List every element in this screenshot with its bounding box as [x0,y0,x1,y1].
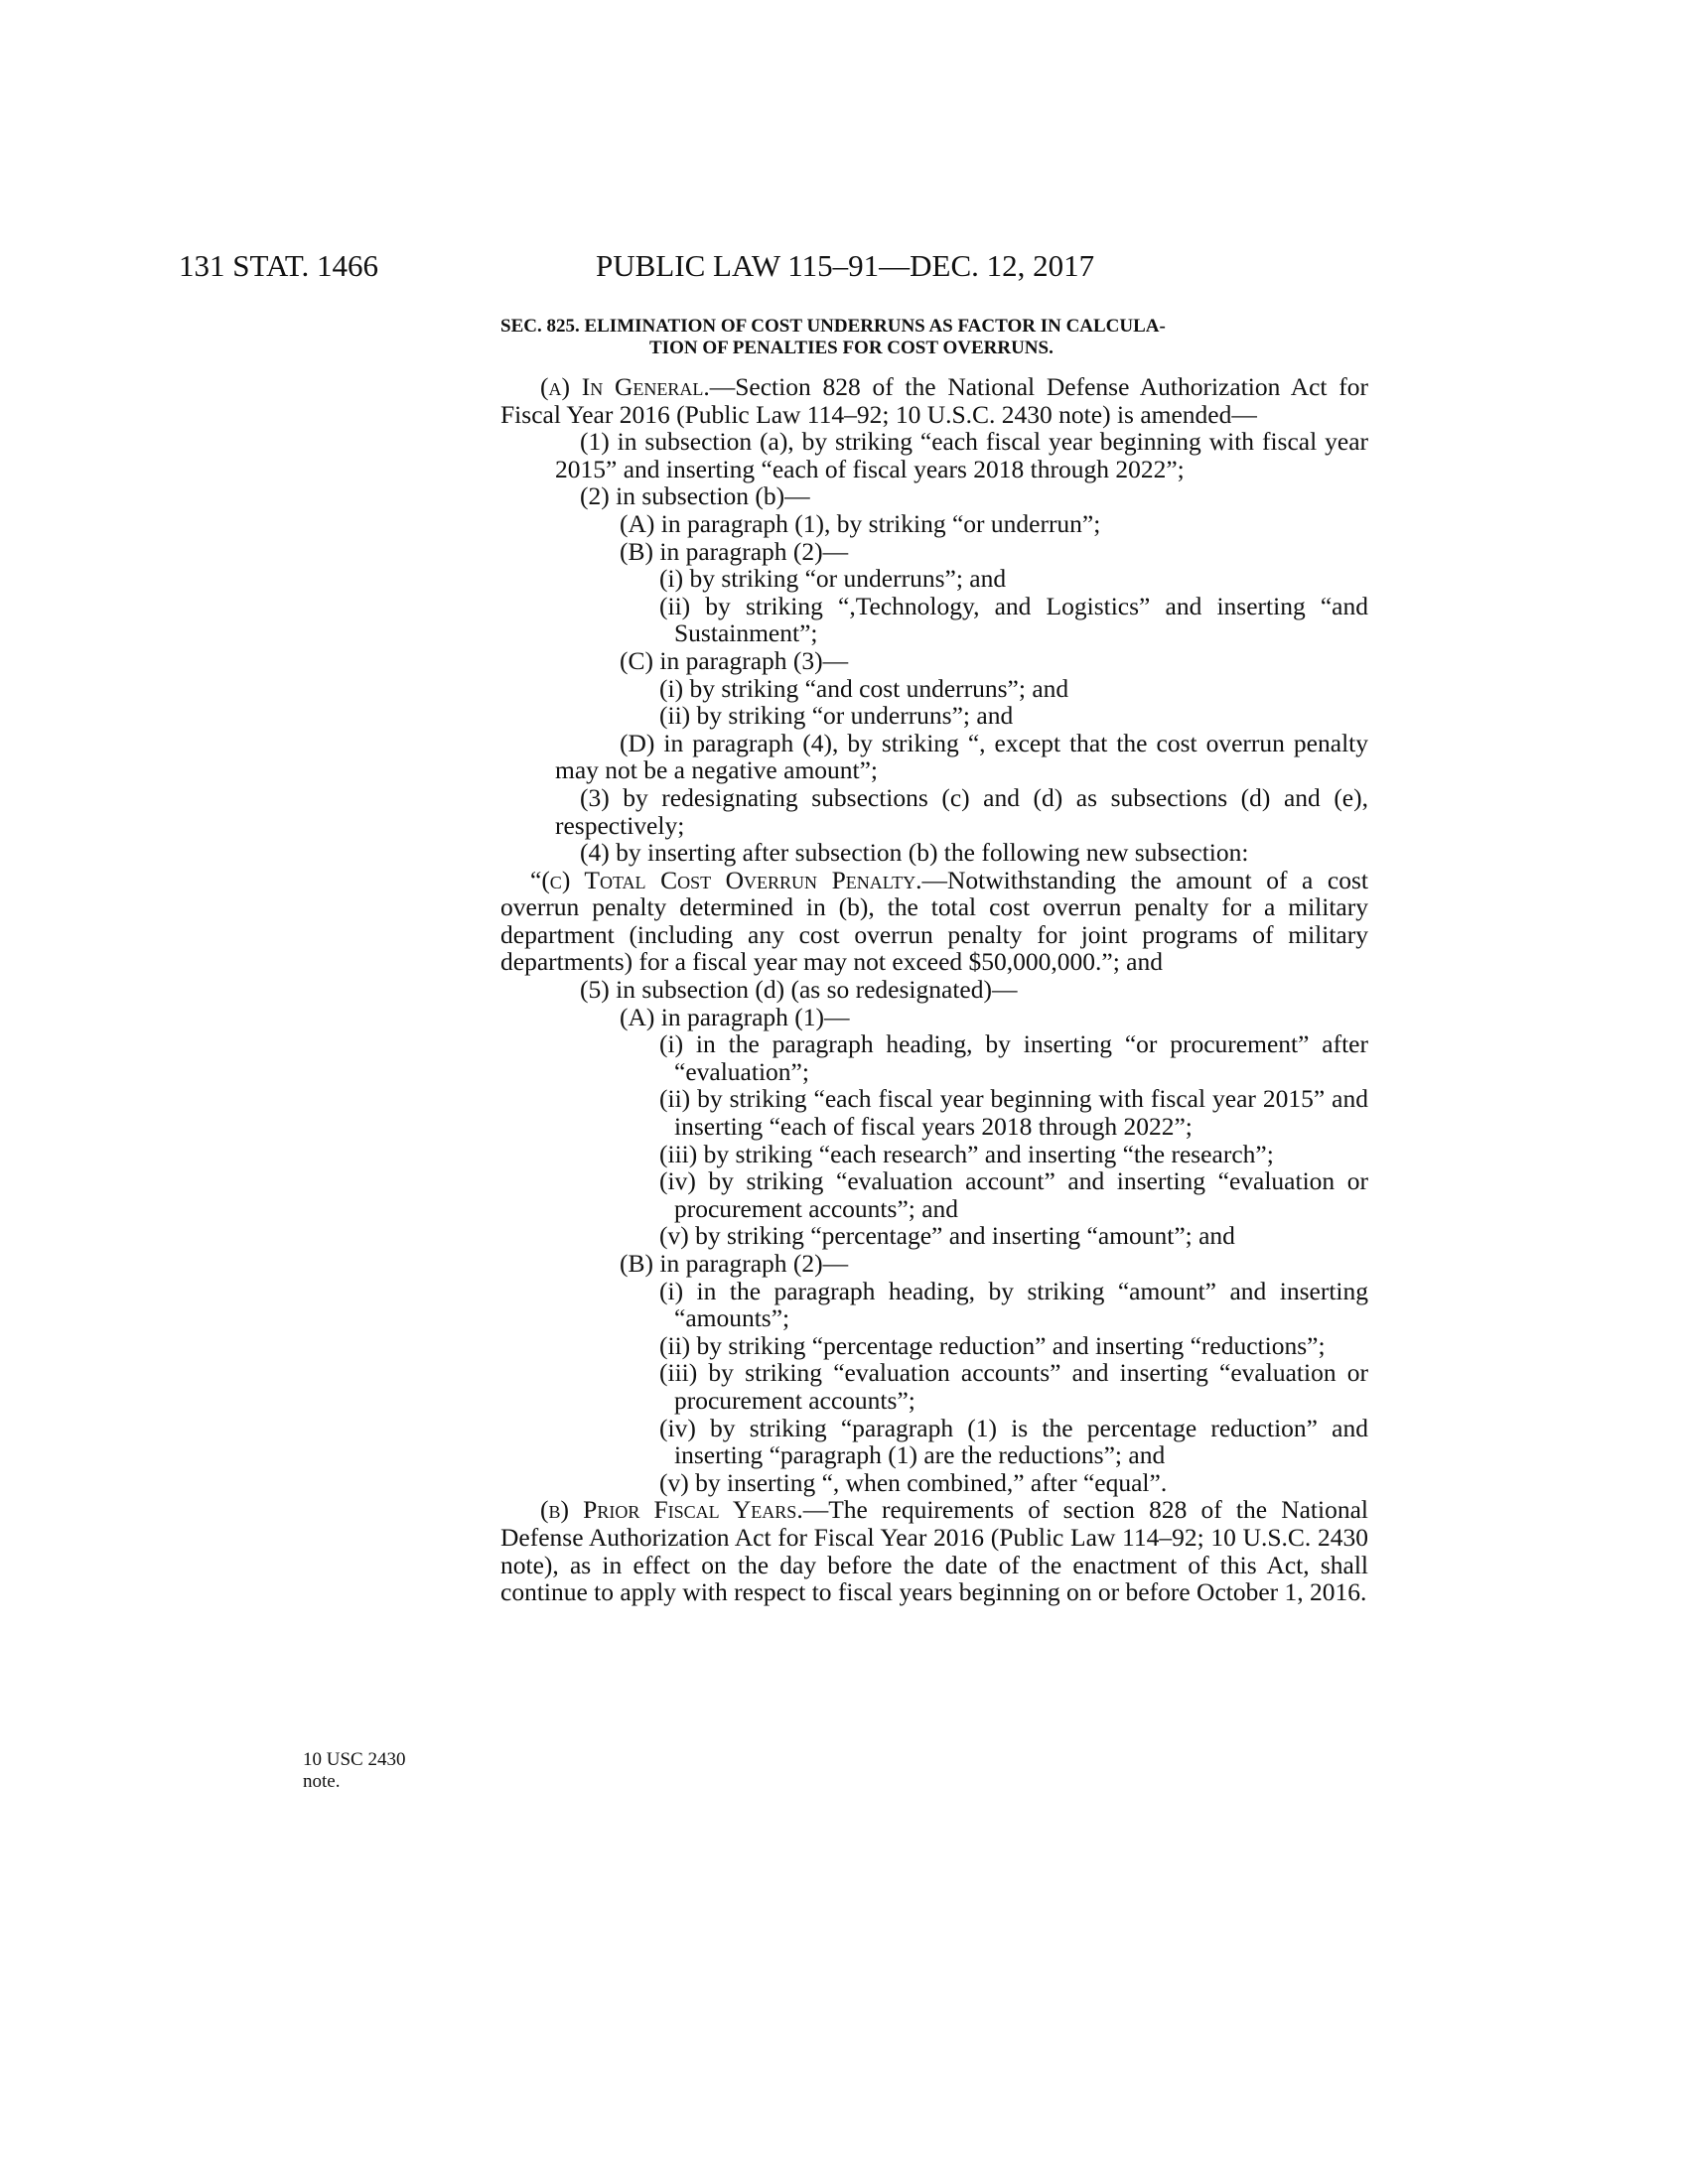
paragraph [500,839,1368,867]
paragraph [500,1415,1368,1469]
paragraph [500,1359,1368,1414]
paragraph-text: (1) in subsection (a), by striking “each fiscal year beginning with fiscal year 2015” and inserting “each of fiscal years 2018 through 2022”; [555,427,1368,483]
paragraph [500,784,1368,839]
paragraph [500,482,1368,510]
paragraph-text: —Section 828 of the National Defense Authorization Act for Fiscal Year 2016 (Public Law 114–92; 10 U.S.C. 2430 note) is amended— [500,372,1368,429]
section-heading-line1: SEC. 825. ELIMINATION OF COST UNDERRUNS AS FACTOR IN CALCULA- [500,316,1166,337]
paragraph-text: (iv) by striking “paragraph (1) is the percentage reduction” and inserting “paragraph (1) are the reductions”; and [659,1413,1368,1470]
paragraph [500,373,1368,428]
paragraph [500,1250,1368,1278]
paragraph [500,867,1368,976]
paragraph [500,647,1368,675]
paragraph-text: (B) in paragraph (2)— [620,536,849,566]
paragraph [500,976,1368,1004]
paragraph [500,1030,1368,1085]
paragraph-text: (ii) by striking “percentage reduction” and inserting “reductions”; [659,1330,1326,1360]
paragraph-text: —The requirements of section 828 of the National Defense Authorization Act for Fiscal Year 2016 (Public Law 114–92; 10 U.S.C. 2430 note), as in effect on the day before the date of the enactment of this Act, shall continue to apply with respect to fiscal years beginning on or before October 1, 2016. [500,1495,1368,1607]
paragraph-text: (iii) by striking “evaluation accounts” and inserting “evaluation or procurement accounts”; [659,1358,1368,1415]
paragraph-heading: (a) In General. [540,372,710,401]
paragraph-text: (A) in paragraph (1), by striking “or underrun”; [620,508,1101,538]
paragraph [500,1222,1368,1250]
paragraph [500,538,1368,566]
paragraph-text: (2) in subsection (b)— [580,481,810,511]
paragraph [500,510,1368,538]
paragraph-heading: (b) Prior Fiscal Years. [540,1495,803,1525]
section-heading [500,316,1368,359]
paragraph-text: (i) by striking “and cost underruns”; and [659,673,1069,703]
paragraph-text: (iv) by striking “evaluation account” and inserting “evaluation or procurement accounts”; and [659,1166,1368,1223]
section-heading-line2: TION OF PENALTIES FOR COST OVERRUNS. [649,338,1054,358]
paragraph [500,1085,1368,1140]
paragraph [500,428,1368,482]
paragraph-text: (v) by striking “percentage” and inserting “amount”; and [659,1221,1235,1251]
paragraph-text: (B) in paragraph (2)— [620,1249,849,1278]
paragraph-text: —Notwithstanding the amount of a cost overrun penalty determined in (b), the total cost overrun penalty for a military department (including any cost overrun penalty for joint programs of military departments) for a fiscal year may not exceed $50,000,000.”; and [500,865,1368,977]
paragraph-text: (i) in the paragraph heading, by inserting “or procurement” after “evaluation”; [659,1029,1368,1086]
margin-note: 10 USC 2430 note. [303,1749,406,1792]
section-body [500,316,1368,1606]
statute-citation: 131 STAT. 1466 [179,248,379,283]
paragraph [500,1332,1368,1360]
paragraph [500,1496,1368,1605]
page-header [179,248,1370,288]
paragraph-text: (ii) by striking “each fiscal year beginning with fiscal year 2015” and inserting “each of fiscal years 2018 through 2022”; [659,1084,1368,1142]
paragraph-text: (v) by inserting “, when combined,” after “equal”. [659,1467,1168,1497]
paragraph [500,1278,1368,1332]
paragraph-text: (D) in paragraph (4), by striking “, except that the cost overrun penalty may not be a negative amount”; [555,728,1368,785]
paragraph-heading: “(c) Total Cost Overrun Penalty. [530,865,922,894]
paragraph [500,702,1368,730]
paragraph-text: (3) by redesignating subsections (c) and (d) as subsections (d) and (e), respectively; [555,782,1368,840]
paragraph [500,593,1368,647]
paragraph [500,565,1368,593]
paragraph-text: (iii) by striking “each research” and inserting “the research”; [659,1139,1274,1168]
paragraph-text: (A) in paragraph (1)— [620,1002,850,1031]
paragraph-text: (ii) by striking “,Technology, and Logistics” and inserting “and Sustainment”; [659,591,1368,648]
paragraph-text: (5) in subsection (d) (as so redesignated)— [580,975,1018,1005]
paragraph-text: (i) by striking “or underruns”; and [659,564,1007,594]
paragraph [500,1167,1368,1222]
paragraph-text: (C) in paragraph (3)— [620,645,849,675]
public-law-title: PUBLIC LAW 115–91—DEC. 12, 2017 [596,248,1095,283]
paragraph-text: (i) in the paragraph heading, by striking “amount” and inserting “amounts”; [659,1276,1368,1333]
paragraph [500,730,1368,784]
paragraph [500,1141,1368,1168]
paragraph [500,675,1368,703]
paragraph-text: (4) by inserting after subsection (b) the following new subsection: [580,838,1249,868]
paragraph-text: (ii) by striking “or underruns”; and [659,701,1014,731]
paragraph [500,1469,1368,1497]
section-paragraphs [500,373,1368,1606]
paragraph [500,1004,1368,1031]
